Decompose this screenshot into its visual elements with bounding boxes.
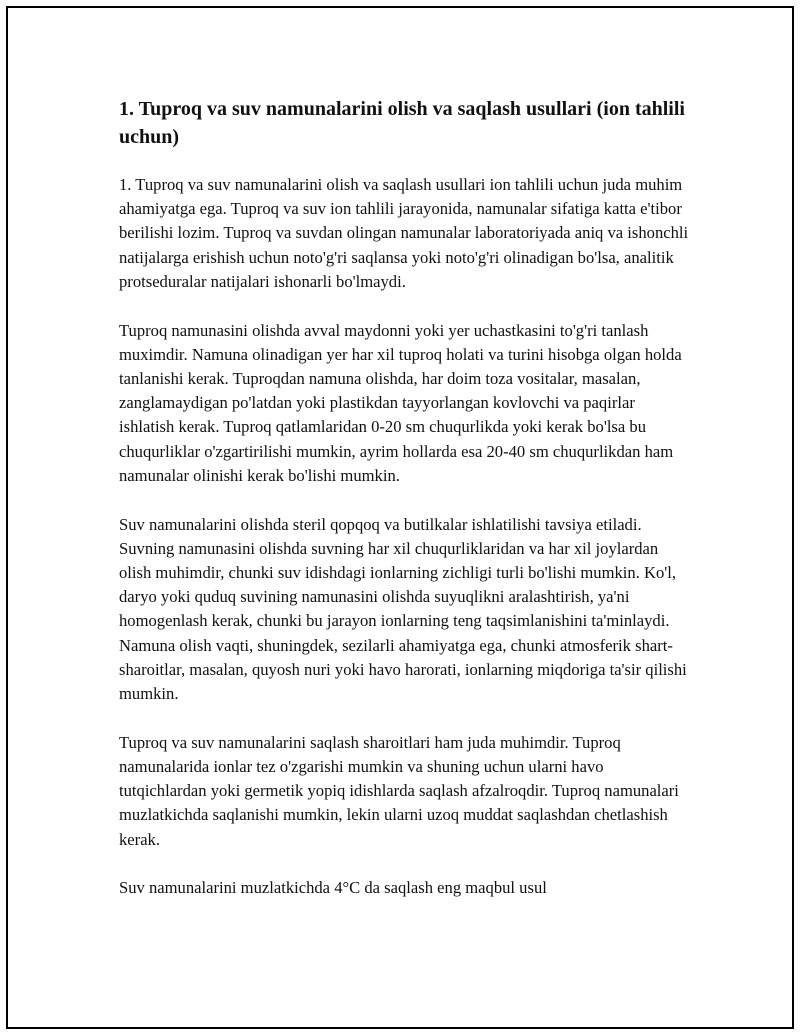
paragraph-water-sampling: Suv namunalarini olishda steril qopqoq va butilkalar ishlatilishi tavsiya etiladi. Suvning namunasini olishda suvning har xil chuqurliklaridan va har xil joylardan olish muhimdir, chunki suv idishdagi ionlarning zichligi turli bo'lishi mumkin. Ko'l, daryo yoki quduq suvining namunasini olishda suyuqlikni aralashtirish, ya'ni homogenlash kerak, chunki bu jarayon ionlarning teng taqsimlanishini ta'minlaydi. Namuna olish vaqti, shuningdek, sezilarli ahamiyatga ega, chunki atmosferik shart-sharoitlar, masalan, quyosh nuri yoki havo harorati, ionlarning miqdoriga ta'sir qilishi mumkin. — [119, 514, 687, 704]
paragraph-storage-conditions: Tuproq va suv namunalarini saqlash sharoitlari ham juda muhimdir. Tuproq namunalarida ionlar tez o'zgarishi mumkin va shuning uchun ularni havo tutqichlardan yoki germetik yopiq idishlarda saqlash afzalroqdir. Tuproq namunalari muzlatkichda saqlanishi mumkin, lekin ularni uzoq muddat saqlashdan chetlashish kerak. — [119, 732, 679, 849]
paragraph-soil-sampling: Tuproq namunasini olishda avval maydonni yoki yer uchastkasini to'g'ri tanlash muximdir. Namuna olinadigan yer har xil tuproq holati va turini hisobga olgan holda tanlanishi kerak. Tuproqdan namuna olishda, har doim toza vositalar, masalan, zanglamaydigan po'latdan yoki plastikdan tayyorlangan kovlovchi va paqirlar ishlatish kerak. Tuproq qatlamlaridan 0-20 sm chuqurlikda yoki kerak bo'lsa bu chuqurliklar o'zgartirilishi mumkin, ayrim hollarda esa 20-40 sm chuqurlikdan ham namunalar olinishi kerak bo'lishi mumkin. — [119, 320, 682, 485]
document-page — [6, 6, 794, 1029]
document-title: 1. Tuproq va suv namunalarini olish va saqlash usullari (ion tahlili uchun) — [119, 98, 685, 148]
paragraph-water-storage: Suv namunalarini muzlatkichda 4°C da saqlash eng maqbul usul — [119, 878, 547, 898]
document-body — [119, 95, 694, 925]
paragraph-intro: 1. Tuproq va suv namunalarini olish va saqlash usullari ion tahlili uchun juda muhim ahamiyatga ega. Tuproq va suv ion tahlili jarayonida, namunalar sifatiga katta e'tibor berilishi lozim. Tuproq va suvdan olingan namunalar laboratoriyada aniq va ishonchli natijalarga erishish uchun noto'g'ri saqlansa yoki noto'g'ri olinadigan bo'lsa, analitik protseduralar natijalari ishonarli bo'lmaydi. — [119, 175, 689, 291]
